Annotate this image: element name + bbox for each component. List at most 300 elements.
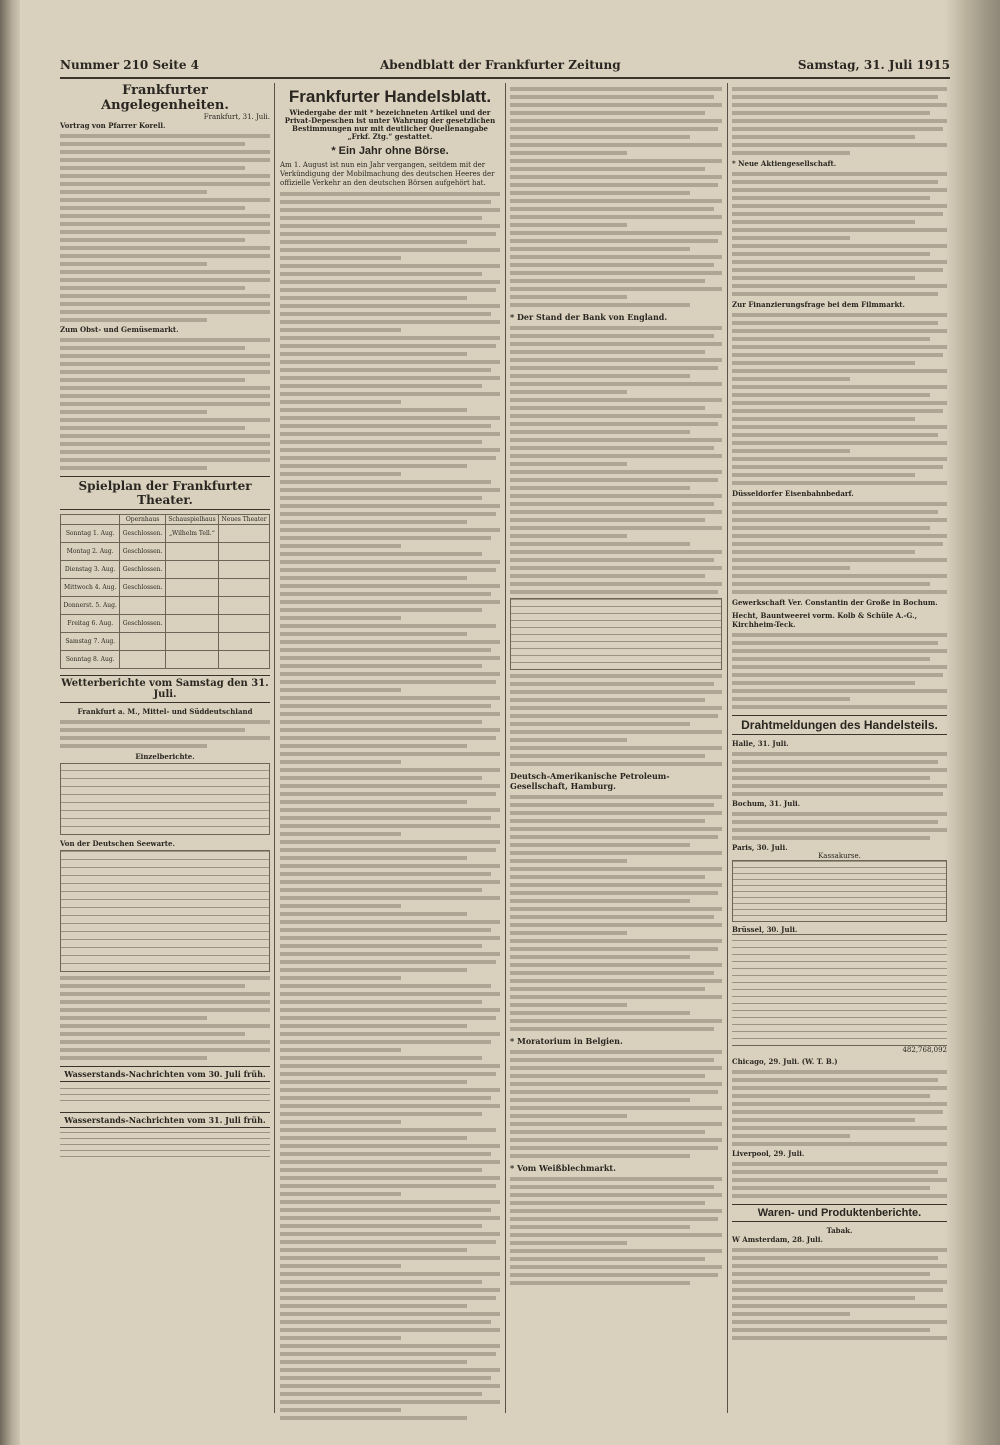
text-line [280, 1080, 467, 1084]
text-line [732, 1280, 947, 1284]
text-line [280, 216, 482, 220]
text-line [510, 263, 714, 267]
text-line [510, 843, 690, 847]
theater-cell [165, 579, 218, 597]
text-line [732, 633, 947, 637]
text-line [280, 1240, 496, 1244]
text-line [280, 776, 482, 780]
text-line [510, 859, 627, 863]
text-line [732, 143, 947, 147]
einzel-heading: Einzelberichte. [135, 752, 195, 761]
text-line [510, 931, 627, 935]
para-heading: Zum Obst- und Gemüsemarkt. [60, 325, 179, 334]
text-line [732, 276, 915, 280]
water-table-2 [60, 1132, 270, 1162]
text-line [280, 648, 491, 652]
seewarte-table [60, 850, 270, 972]
text-line [280, 440, 482, 444]
text-line [732, 1118, 915, 1122]
text-line [510, 1257, 705, 1261]
aktien-heading: * Neue Aktiengesellschaft. [732, 159, 837, 168]
text-line [510, 558, 714, 562]
amsterdam-dateline: W Amsterdam, 28. Juli. [732, 1235, 823, 1244]
text-line [280, 392, 500, 396]
text-line [732, 180, 938, 184]
text-line [510, 95, 714, 99]
text-line [510, 470, 722, 474]
text-line [280, 472, 401, 476]
text-line [732, 345, 947, 349]
text-line [280, 888, 482, 892]
text-line [510, 1177, 722, 1181]
theater-cell [219, 597, 270, 615]
text-line [732, 1248, 947, 1252]
text-line [732, 697, 850, 701]
text-line [510, 811, 722, 815]
text-line [280, 1024, 467, 1028]
text-line [280, 864, 500, 868]
text-line [732, 502, 947, 506]
text-line [280, 1296, 496, 1300]
text-block [510, 1050, 722, 1158]
text-line [510, 183, 718, 187]
text-line [732, 1078, 938, 1082]
text-line [510, 1011, 690, 1015]
text-line [510, 287, 722, 291]
text-line [280, 480, 491, 484]
dateline: Frankfurt, 31. Juli. [203, 113, 270, 121]
text-line [510, 987, 705, 991]
text-line [732, 1126, 947, 1130]
water-table-1 [60, 1086, 270, 1106]
text-block [510, 326, 722, 594]
text-line [280, 1008, 500, 1012]
text-line [510, 191, 690, 195]
text-line [510, 462, 627, 466]
kurse-table [732, 860, 947, 922]
text-line [510, 891, 718, 895]
text-line [510, 199, 722, 203]
theater-cell: „Wilhelm Tell.“ [165, 525, 218, 543]
text-line [732, 657, 930, 661]
theater-cell: Freitag 6. Aug. [61, 615, 120, 633]
text-line [510, 754, 705, 758]
text-line [510, 295, 627, 299]
text-line [732, 204, 947, 208]
text-line [732, 119, 947, 123]
theater-cell: Montag 2. Aug. [61, 543, 120, 561]
text-block [510, 795, 722, 1031]
theater-cell: Geschlossen. [120, 525, 165, 543]
text-line [732, 792, 943, 796]
text-line [280, 696, 500, 700]
text-line [280, 1192, 401, 1196]
text-block [732, 1248, 947, 1340]
text-line [510, 574, 705, 578]
text-line [510, 803, 714, 807]
text-line [280, 992, 500, 996]
text-line [732, 1312, 850, 1316]
text-line [280, 512, 496, 516]
text-line [280, 344, 496, 348]
text-line [732, 649, 947, 653]
text-line [732, 236, 850, 240]
theater-cell [165, 597, 218, 615]
text-line [280, 592, 491, 596]
text-line [280, 1184, 496, 1188]
text-line [280, 432, 500, 436]
text-line [732, 196, 930, 200]
theater-cell [165, 561, 218, 579]
text-line [280, 280, 500, 284]
text-line [510, 406, 705, 410]
text-line [732, 1288, 943, 1292]
text-line [280, 1112, 482, 1116]
text-line [732, 1142, 947, 1146]
text-line [510, 1114, 627, 1118]
header-right: Samstag, 31. Juli 1915 [797, 58, 950, 72]
article-heading: * Ein Jahr ohne Börse. [331, 145, 449, 157]
text-line [510, 87, 722, 91]
eisen-heading: Düsseldorfer Eisenbahnbedarf. [732, 489, 854, 498]
text-line [280, 1144, 500, 1148]
text-line [280, 952, 500, 956]
text-line [732, 401, 947, 405]
text-line [280, 1072, 496, 1076]
theater-header-cell: Schauspielhaus [165, 515, 218, 525]
text-line [510, 674, 722, 678]
text-line [280, 1104, 500, 1108]
text-line [732, 574, 947, 578]
text-line [280, 520, 467, 524]
text-line [280, 640, 500, 644]
text-line [732, 103, 947, 107]
text-line [280, 912, 467, 916]
text-line [510, 1146, 718, 1150]
text-line [510, 494, 722, 498]
text-line [510, 1273, 718, 1277]
text-line [280, 328, 401, 332]
text-line [732, 820, 938, 824]
text-line [510, 239, 718, 243]
column-3 [510, 83, 722, 1423]
text-line [280, 536, 491, 540]
text-line [732, 1094, 930, 1098]
text-line [280, 600, 500, 604]
text-line [280, 1152, 491, 1156]
theater-header-cell: Neues Theater [219, 515, 270, 525]
text-line [510, 1074, 705, 1078]
column-rule [274, 83, 275, 1413]
text-line [510, 1003, 627, 1007]
text-line [732, 409, 943, 413]
text-line [732, 252, 930, 256]
text-line [280, 672, 500, 676]
text-line [510, 690, 722, 694]
text-line [280, 448, 500, 452]
text-line [280, 1352, 496, 1356]
text-line [280, 240, 467, 244]
header-left: Nummer 210 Seite 4 [60, 58, 200, 72]
bilanz-total: 482,768,092 [902, 1046, 947, 1054]
text-line [510, 851, 722, 855]
text-line [732, 784, 947, 788]
text-block [732, 313, 947, 485]
article-body [280, 192, 500, 1423]
text-line [280, 1032, 500, 1036]
text-line [280, 984, 491, 988]
text-line [510, 1050, 722, 1054]
chicago-dateline: Chicago, 29. Juli. (W. T. B.) [732, 1057, 838, 1066]
text-line [732, 481, 947, 485]
theater-cell [219, 633, 270, 651]
text-line [732, 337, 930, 341]
text-line [510, 939, 722, 943]
text-line [510, 430, 690, 434]
theater-cell: Sonntag 1. Aug. [61, 525, 120, 543]
text-line [510, 1201, 705, 1205]
text-line [280, 1040, 491, 1044]
text-line [280, 1376, 491, 1380]
text-line [280, 848, 496, 852]
text-line [280, 704, 491, 708]
text-line [732, 542, 943, 546]
text-line [732, 1256, 938, 1260]
text-block [732, 1162, 947, 1198]
para-heading: Vortrag von Pfarrer Korell. [60, 121, 166, 130]
table-row [61, 633, 270, 651]
text-line [732, 284, 947, 288]
page-header [60, 58, 950, 76]
text-line [510, 1265, 722, 1269]
text-line [510, 414, 722, 418]
text-line [280, 1304, 467, 1308]
text-line [280, 456, 496, 460]
text-block [732, 633, 947, 709]
text-line [510, 963, 722, 967]
text-line [510, 255, 722, 259]
text-line [280, 384, 482, 388]
text-line [732, 1110, 943, 1114]
text-line [280, 248, 500, 252]
text-line [280, 544, 401, 548]
text-line [510, 350, 705, 354]
text-line [280, 1328, 500, 1332]
theater-header-cell: Opernhaus [120, 515, 165, 525]
theater-cell [219, 579, 270, 597]
text-line [510, 730, 722, 734]
text-line [732, 665, 947, 669]
text-line [510, 590, 718, 594]
theater-cell: Geschlossen. [120, 543, 165, 561]
weather-subtitle: Frankfurt a. M., Mittel- und Süddeutschland [77, 707, 253, 716]
text-line [732, 377, 850, 381]
text-line [732, 228, 947, 232]
text-line [280, 288, 496, 292]
moratorium-heading: * Moratorium in Belgien. [510, 1036, 623, 1046]
text-line [280, 1392, 482, 1396]
column-4 [732, 83, 947, 1423]
text-line [732, 127, 943, 131]
theater-cell: Samstag 7. Aug. [61, 633, 120, 651]
text-line [732, 582, 930, 586]
text-line [280, 904, 401, 908]
text-line [280, 624, 496, 628]
theater-cell [120, 597, 165, 615]
text-line [280, 416, 500, 420]
text-line [510, 995, 722, 999]
text-line [510, 1209, 722, 1213]
film-heading: Zur Finanzierungsfrage bei dem Filmmarkt. [732, 300, 905, 309]
text-line [510, 883, 722, 887]
text-line [510, 175, 722, 179]
text-line [510, 103, 722, 107]
text-line [510, 907, 722, 911]
text-block [60, 976, 270, 1060]
seewarte-heading: Von der Deutschen Seewarte. [60, 839, 175, 848]
text-line [732, 590, 947, 594]
column-rule [505, 83, 506, 1413]
text-line [732, 1102, 947, 1106]
text-line [732, 457, 947, 461]
gewerk-heading: Gewerkschaft Ver. Constantin der Große in Bochum. [732, 598, 938, 607]
theater-cell: Dienstag 3. Aug. [61, 561, 120, 579]
text-line [510, 1154, 690, 1158]
text-line [510, 542, 690, 546]
text-line [280, 880, 500, 884]
text-line [510, 1138, 722, 1142]
text-line [280, 1120, 401, 1124]
text-line [732, 534, 947, 538]
text-line [732, 1178, 947, 1182]
text-line [510, 143, 722, 147]
text-line [510, 1233, 722, 1237]
text-line [510, 326, 722, 330]
text-line [732, 1296, 915, 1300]
text-line [732, 1186, 930, 1190]
kassakurse-label: Kassakurse. [818, 852, 861, 860]
text-line [510, 867, 722, 871]
text-line [732, 689, 947, 693]
text-line [732, 361, 915, 365]
text-line [280, 376, 500, 380]
text-line [280, 1088, 500, 1092]
text-line [280, 1128, 496, 1132]
text-line [280, 224, 500, 228]
header-center: Abendblatt der Frankfurter Zeitung [380, 58, 621, 72]
text-line [280, 1136, 467, 1140]
text-line [510, 1217, 718, 1221]
text-line [510, 398, 722, 402]
text-line [510, 159, 722, 163]
theater-cell [219, 651, 270, 669]
text-line [280, 976, 401, 980]
text-line [510, 502, 714, 506]
text-line [280, 712, 500, 716]
text-line [280, 576, 467, 580]
text-line [280, 872, 491, 876]
column-1 [60, 83, 270, 1423]
text-line [280, 1320, 491, 1324]
column-rule [727, 83, 728, 1413]
text-line [510, 923, 722, 927]
theater-cell [165, 615, 218, 633]
text-line [280, 408, 467, 412]
text-line [280, 272, 482, 276]
text-line [732, 681, 915, 685]
text-line [280, 840, 500, 844]
text-line [510, 111, 705, 115]
text-line [732, 550, 915, 554]
text-line [280, 1344, 500, 1348]
text-line [280, 1064, 500, 1068]
text-line [280, 760, 401, 764]
text-line [510, 1130, 705, 1134]
text-block [732, 172, 947, 296]
text-line [280, 632, 467, 636]
table-row [61, 615, 270, 633]
petroleum-heading: Deutsch-Amerikanische Petroleum-Gesellschaft, Hamburg. [510, 771, 670, 791]
theater-cell [219, 525, 270, 543]
text-line [510, 1241, 627, 1245]
text-line [510, 835, 718, 839]
text-line [510, 746, 722, 750]
text-line [510, 971, 714, 975]
text-line [280, 608, 482, 612]
text-line [280, 1384, 500, 1388]
text-line [510, 682, 714, 686]
waren-title: Waren- und Produktenberichte. [732, 1204, 947, 1222]
text-line [732, 433, 938, 437]
text-line [280, 1264, 401, 1268]
text-line [732, 641, 938, 645]
text-line [510, 1281, 690, 1285]
text-line [732, 151, 850, 155]
text-line [732, 526, 930, 530]
text-line [732, 1194, 947, 1198]
text-line [732, 1320, 947, 1324]
text-line [280, 824, 500, 828]
book-binding [0, 0, 20, 1445]
text-line [732, 329, 947, 333]
text-line [280, 1200, 500, 1204]
text-line [280, 192, 500, 196]
water-title-2: Wasserstands-Nachrichten vom 31. Juli früh. [60, 1112, 270, 1128]
text-line [732, 566, 850, 570]
theater-cell: Geschlossen. [120, 561, 165, 579]
text-line [510, 135, 690, 139]
text-line [510, 374, 690, 378]
tabak-heading: Tabak. [826, 1226, 853, 1235]
text-line [732, 1328, 930, 1332]
text-line [510, 279, 705, 283]
text-line [732, 369, 947, 373]
text-line [732, 111, 930, 115]
text-block [732, 502, 947, 594]
water-title-1: Wasserstands-Nachrichten vom 30. Juli früh. [60, 1066, 270, 1082]
handelsblatt-title: Frankfurter Handelsblatt. [288, 87, 492, 106]
text-line [510, 366, 718, 370]
text-line [280, 296, 467, 300]
text-line [732, 321, 938, 325]
text-line [280, 728, 500, 732]
text-line [510, 534, 627, 538]
text-line [280, 1408, 401, 1412]
theater-cell [120, 633, 165, 651]
table-row [61, 597, 270, 615]
text-line [280, 504, 500, 508]
text-line [510, 358, 722, 362]
